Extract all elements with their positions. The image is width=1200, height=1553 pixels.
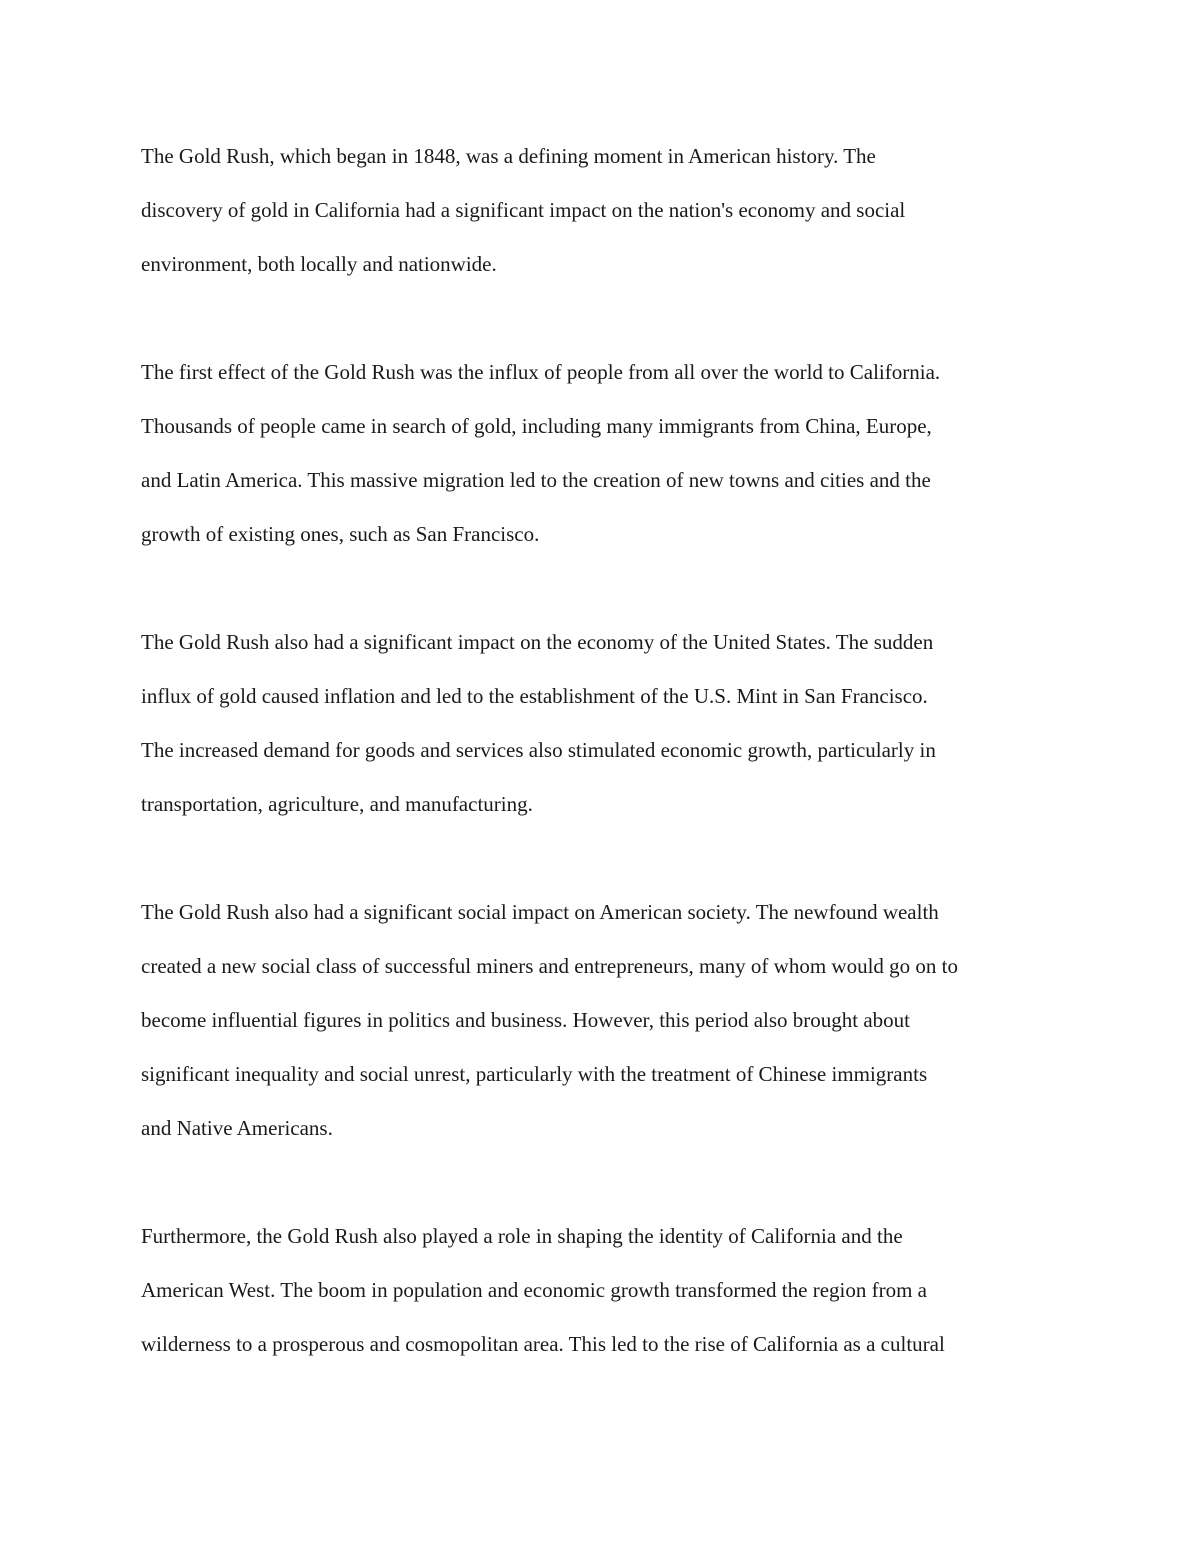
text-line: transportation, agriculture, and manufacturing. <box>141 792 533 816</box>
text-line: The Gold Rush also had a significant social impact on American society. The newfound wealth <box>141 900 939 924</box>
text-line: and Latin America. This massive migration led to the creation of new towns and cities and the <box>141 468 931 492</box>
text-line: The Gold Rush also had a significant impact on the economy of the United States. The sudden <box>141 630 934 654</box>
text-line: influx of gold caused inflation and led to the establishment of the U.S. Mint in San Francisco. <box>141 684 928 708</box>
text-line: The Gold Rush, which began in 1848, was a defining moment in American history. The <box>141 144 876 168</box>
text-line: wilderness to a prosperous and cosmopolitan area. This led to the rise of California as a cultural <box>141 1332 945 1356</box>
text-line: environment, both locally and nationwide. <box>141 252 497 276</box>
text-line: and Native Americans. <box>141 1116 333 1140</box>
text-line: growth of existing ones, such as San Francisco. <box>141 522 540 546</box>
text-line: American West. The boom in population and economic growth transformed the region from a <box>141 1278 927 1302</box>
text-line: created a new social class of successful miners and entrepreneurs, many of whom would go on to <box>141 954 959 978</box>
text-line: Thousands of people came in search of gold, including many immigrants from China, Europe, <box>141 414 932 438</box>
text-line: significant inequality and social unrest, particularly with the treatment of Chinese immigrants <box>141 1062 928 1086</box>
text-line: The increased demand for goods and services also stimulated economic growth, particularly in <box>141 738 936 762</box>
text-line: become influential figures in politics and business. However, this period also brought about <box>141 1008 911 1032</box>
text-line: Furthermore, the Gold Rush also played a role in shaping the identity of California and the <box>141 1224 903 1248</box>
text-line: discovery of gold in California had a significant impact on the nation's economy and social <box>141 198 906 222</box>
text-line: The first effect of the Gold Rush was the influx of people from all over the world to California. <box>141 360 941 384</box>
